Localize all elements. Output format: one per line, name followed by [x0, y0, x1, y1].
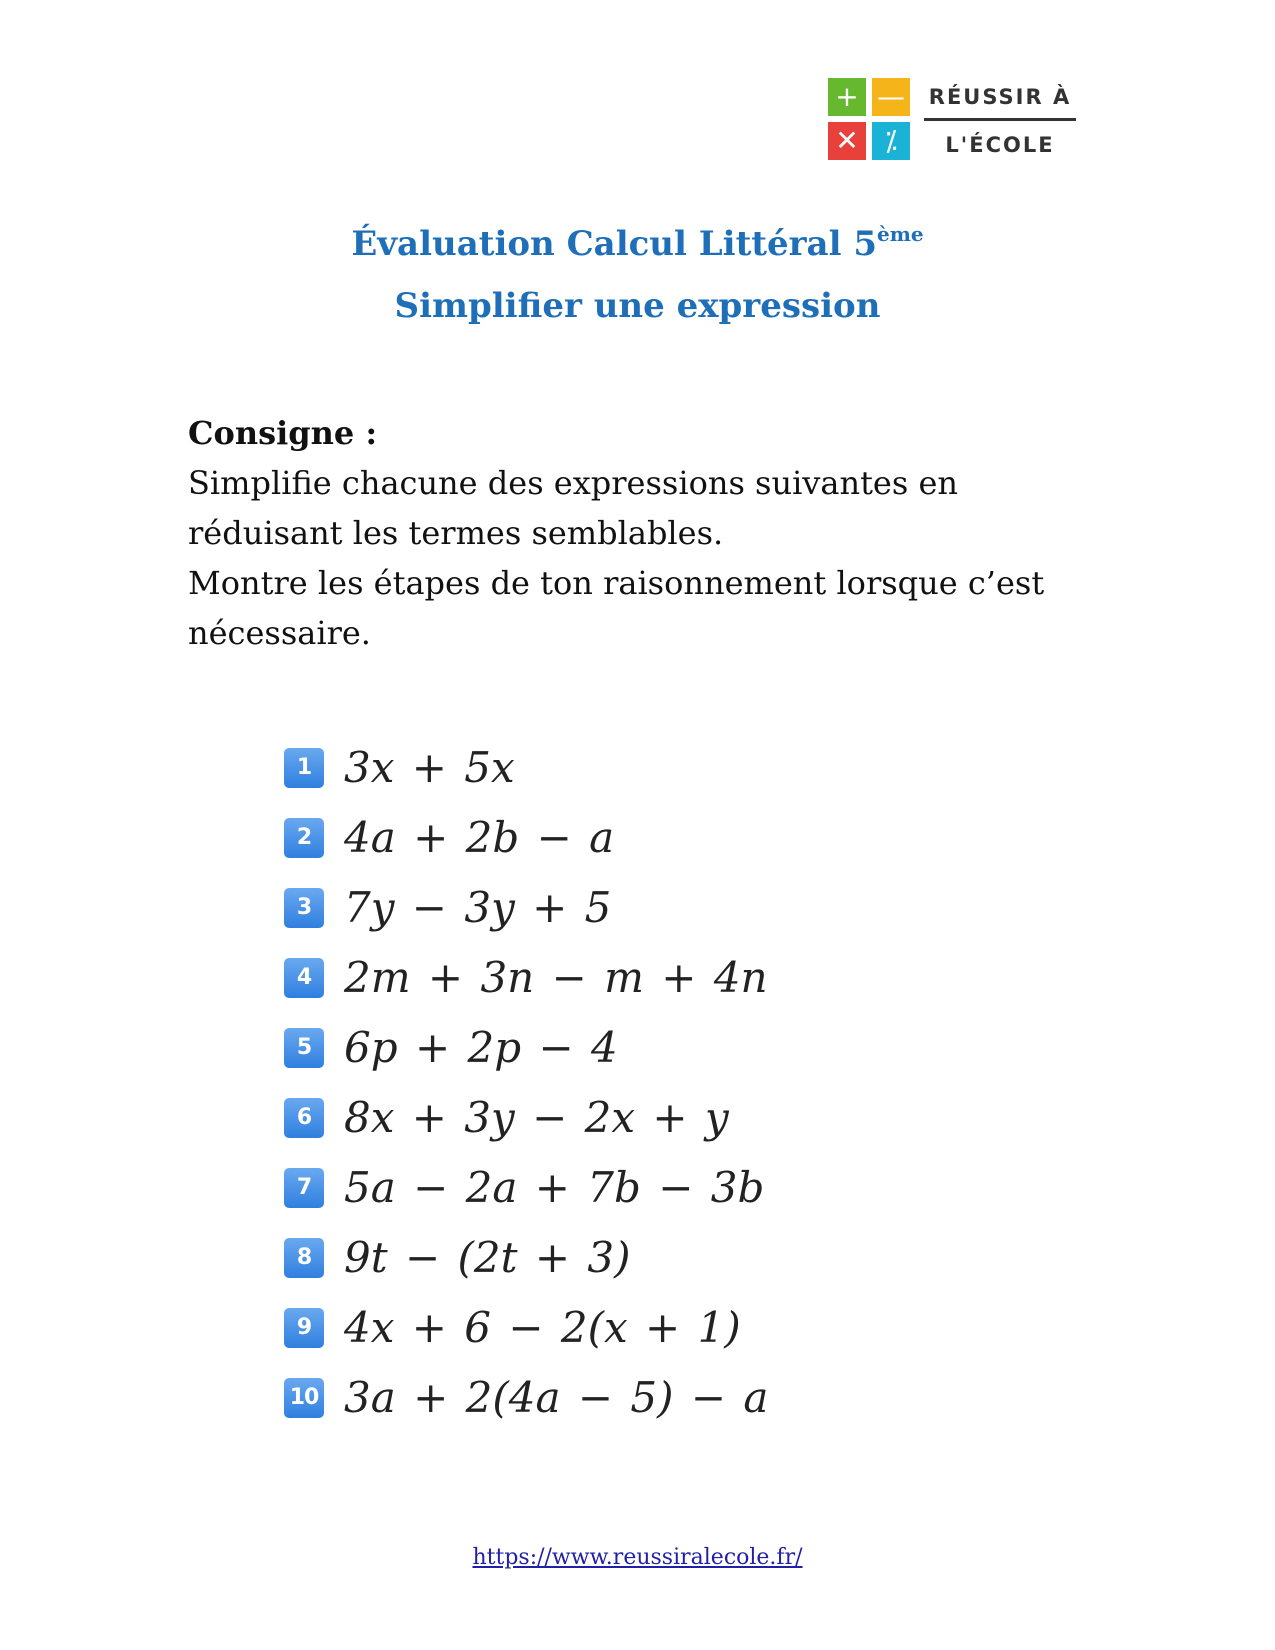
- number-badge: 9: [284, 1308, 324, 1348]
- exercise-item: [284, 1363, 1084, 1433]
- exercise-item: [284, 873, 1084, 943]
- expression: 4a + 2b − a: [344, 813, 615, 862]
- expression: 8x + 3y − 2x + y: [344, 1093, 729, 1142]
- expression: 4x + 6 − 2(x + 1): [344, 1303, 741, 1352]
- number-badge: 2: [284, 818, 324, 858]
- expression: 6p + 2p − 4: [344, 1023, 618, 1072]
- exercise-item: [284, 803, 1084, 873]
- number-badge: 5: [284, 1028, 324, 1068]
- number-badge: 4: [284, 958, 324, 998]
- expression: 2m + 3n − m + 4n: [344, 953, 768, 1002]
- page-subtitle: Simplifier une expression: [394, 286, 881, 326]
- site-logo: [828, 78, 1078, 160]
- percent-icon: ⁒: [872, 122, 910, 160]
- plus-icon: +: [828, 78, 866, 116]
- number-badge: 8: [284, 1238, 324, 1278]
- exercise-item: [284, 1153, 1084, 1223]
- exercise-item: [284, 1223, 1084, 1293]
- page-title-superscript: ème: [877, 222, 924, 246]
- instructions-line-1: Simplifie chacune des expressions suivantes en: [188, 464, 958, 502]
- footer: [0, 1543, 1275, 1573]
- expression: 9t − (2t + 3): [344, 1233, 631, 1282]
- logo-line-2: L'ÉCOLE: [945, 133, 1055, 157]
- instructions-line-3: Montre les étapes de ton raisonnement lorsque c’est: [188, 564, 1045, 602]
- exercise-item: [284, 1293, 1084, 1363]
- instructions-line-2: réduisant les termes semblables.: [188, 514, 724, 552]
- logo-grid: [828, 78, 910, 160]
- logo-wordmark: [924, 82, 1076, 159]
- website-link[interactable]: https://www.reussiralecole.fr/: [472, 1545, 803, 1570]
- times-icon: ✕: [828, 122, 866, 160]
- expression: 3a + 2(4a − 5) − a: [344, 1373, 769, 1422]
- number-badge: 6: [284, 1098, 324, 1138]
- logo-line-1: RÉUSSIR À: [928, 85, 1072, 109]
- page-title: [0, 212, 1275, 266]
- number-badge: 1: [284, 748, 324, 788]
- exercise-item: [284, 943, 1084, 1013]
- exercise-item: [284, 1013, 1084, 1083]
- exercise-item: [284, 1083, 1084, 1153]
- exercise-list: [284, 733, 1084, 1433]
- instructions: [188, 408, 1088, 658]
- expression: 5a − 2a + 7b − 3b: [344, 1163, 765, 1212]
- instructions-label: Consigne :: [188, 414, 378, 452]
- minus-icon: —: [872, 78, 910, 116]
- number-badge: 3: [284, 888, 324, 928]
- expression: 3x + 5x: [344, 743, 515, 792]
- number-badge: 10: [284, 1378, 324, 1418]
- logo-divider: [924, 118, 1076, 121]
- expression: 7y − 3y + 5: [344, 883, 612, 932]
- page-title-text: Évaluation Calcul Littéral 5: [351, 224, 877, 264]
- instructions-line-4: nécessaire.: [188, 614, 371, 652]
- exercise-item: [284, 733, 1084, 803]
- number-badge: 7: [284, 1168, 324, 1208]
